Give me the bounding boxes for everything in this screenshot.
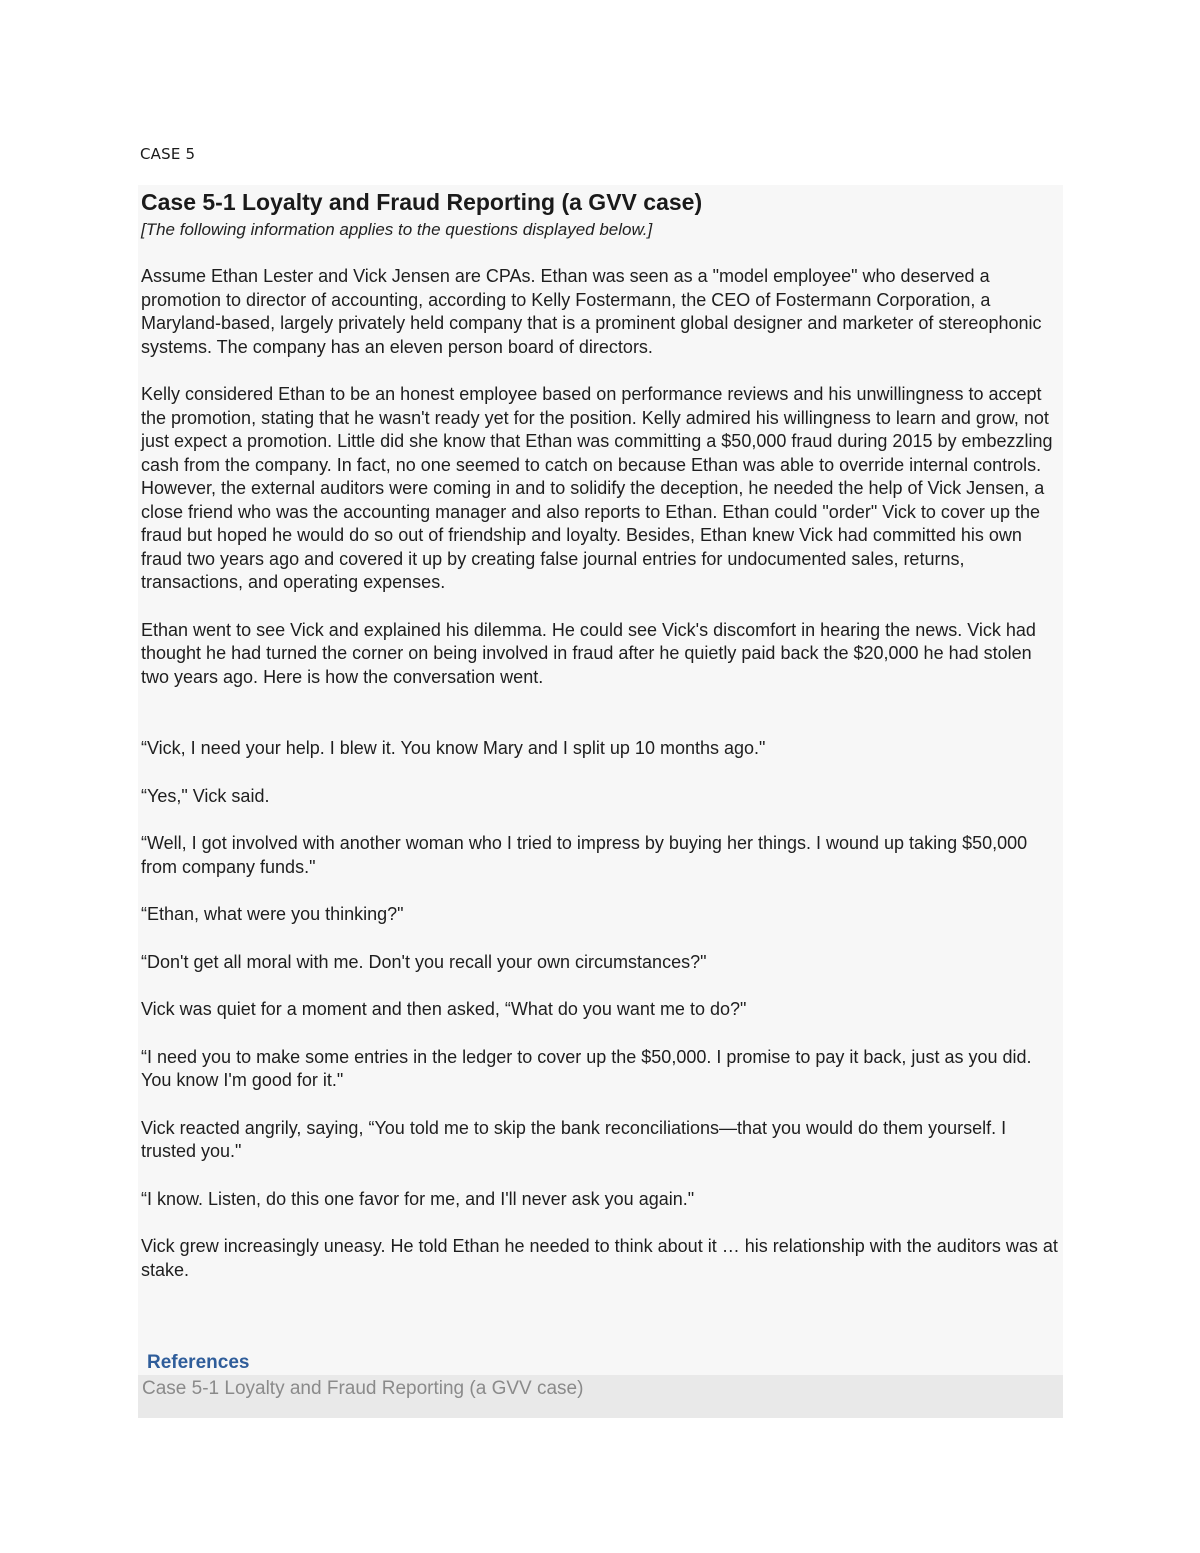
case-label: CASE 5: [140, 145, 196, 163]
dialogue-line: Vick was quiet for a moment and then asked, “What do you want me to do?": [141, 999, 747, 1019]
dialogue-line: “Vick, I need your help. I blew it. You know Mary and I split up 10 months ago.": [141, 738, 766, 758]
case-subtitle: [The following information applies to the questions displayed below.]: [141, 220, 653, 239]
reference-link[interactable]: Case 5-1 Loyalty and Fraud Reporting (a GVV case): [142, 1378, 584, 1399]
dialogue-line: Vick reacted angrily, saying, “You told me to skip the bank reconciliations—that you would do them yourself. I trusted you.": [141, 1117, 1007, 1161]
paragraph-background: Kelly considered Ethan to be an honest employee based on performance reviews and his unwillingness to accept the promotion, stating that he wasn't ready yet for the position. Kelly admired his willingness to learn and grow, not just expect a promotion. Little did she know that Ethan was committing a $50,000 fraud during 2015 by embezzling cash from the company. In fact, no one seemed to catch on because Ethan was able to override internal controls. However, the external auditors were coming in and to solidify the deception, he needed the help of Vick Jensen, a close friend who was the accounting manager and also reports to Ethan. Ethan could "order" Vick to cover up the fraud but hoped he would do so out of friendship and loyalty. Besides, Ethan knew Vick had committed his own fraud two years ago and covered it up by creating false journal entries for undocumented sales, returns, transactions, and operating expenses.: [141, 384, 1053, 592]
references-heading: References: [147, 1352, 250, 1373]
dialogue-line: “Yes," Vick said.: [141, 785, 270, 806]
paragraph-intro: Assume Ethan Lester and Vick Jensen are CPAs. Ethan was seen as a "model employee" who deserved a promotion to director of accounting, according to Kelly Fostermann, the CEO of Fostermann Corporation, a Maryland-based, largely privately held company that is a prominent global designer and marketer of stereophonic systems. The company has an eleven person board of directors.: [141, 266, 1042, 357]
paragraph-dilemma: Ethan went to see Vick and explained his dilemma. He could see Vick's discomfort in hearing the news. Vick had thought he had turned the corner on being involved in fraud after he quietly paid back the $20,000 he had stolen two years ago. Here is how the conversation went.: [141, 619, 1036, 687]
dialogue-line: “Well, I got involved with another woman who I tried to impress by buying her things. I wound up taking $50,000 from company funds.": [141, 833, 1028, 877]
case-content: [141, 186, 1059, 1282]
dialogue-line: “I need you to make some entries in the ledger to cover up the $50,000. I promise to pay it back, just as you did. You know I'm good for it.": [141, 1046, 1032, 1090]
dialogue-line: “Ethan, what were you thinking?": [141, 904, 404, 924]
dialogue-line: “I know. Listen, do this one favor for me, and I'll never ask you again.": [141, 1188, 695, 1209]
paragraph-conclusion: Vick grew increasingly uneasy. He told Ethan he needed to think about it … his relationship with the auditors was at stake.: [141, 1236, 1058, 1280]
dialogue-line: “Don't get all moral with me. Don't you recall your own circumstances?": [141, 951, 707, 972]
case-title: Case 5-1 Loyalty and Fraud Reporting (a GVV case): [141, 189, 703, 215]
